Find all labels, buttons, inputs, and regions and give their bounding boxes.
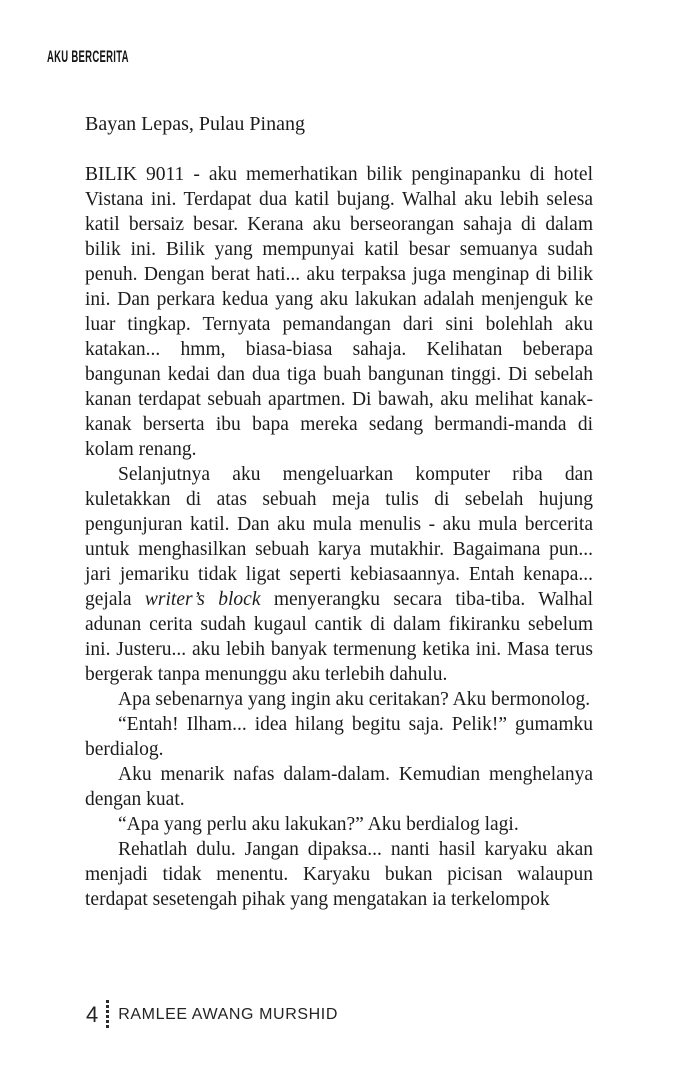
paragraph xyxy=(85,712,593,762)
location-line: Bayan Lepas, Pulau Pinang xyxy=(85,113,305,135)
paragraph xyxy=(85,837,593,912)
paragraph-text: “Apa yang perlu aku lakukan?” Aku berdialog lagi. xyxy=(118,814,519,835)
paragraph xyxy=(85,162,593,462)
running-header: AKU BERCERITA xyxy=(47,47,129,66)
paragraph-text: Apa sebenarnya yang ingin aku ceritakan? Aku bermonolog. xyxy=(118,689,591,710)
page-number: 4 xyxy=(86,1002,99,1027)
paragraph-text: Rehatlah dulu. Jangan dipaksa... nanti hasil karyaku akan menjadi tidak menentu. Karyaku bukan picisan walaupun terdapat sesetengah pihak yang mengatakan ia terkelompok xyxy=(85,839,593,910)
paragraph xyxy=(85,812,593,837)
paragraph-text: Aku menarik nafas dalam-dalam. Kemudian menghelanya dengan kuat. xyxy=(85,764,593,810)
paragraph-text: menyerangku secara tiba-tiba. Walhal adunan cerita sudah kugaul cantik di dalam fikiranku sebelum ini. Justeru... aku lebih banyak termenung ketika ini. Masa terus bergerak tanpa menunggu aku terlebih dahulu. xyxy=(85,589,593,685)
author-name: RAMLEE AWANG MURSHID xyxy=(118,1006,338,1023)
paragraph xyxy=(85,462,593,687)
italic-phrase: writer’s block xyxy=(144,589,261,610)
page-content xyxy=(85,112,593,912)
paragraph-text: “Entah! Ilham... idea hilang begitu saja. Pelik!” gumamku berdialog. xyxy=(85,714,593,760)
paragraph xyxy=(85,762,593,812)
paragraph xyxy=(85,687,593,712)
page-footer xyxy=(86,999,338,1031)
dotted-separator xyxy=(106,1000,109,1030)
paragraph-text: Selanjutnya aku mengeluarkan komputer riba dan kuletakkan di atas sebuah meja tulis di sebelah hujung pengunjuran katil. Dan aku mula menulis - aku mula bercerita untuk menghasilkan sebuah karya mutakhir. Bagaimana pun... jari jemariku tidak ligat seperti kebiasaannya. Entah kenapa... gejala xyxy=(85,464,593,610)
body-text xyxy=(85,162,593,912)
paragraph-text: BILIK 9011 - aku memerhatikan bilik penginapanku di hotel Vistana ini. Terdapat dua katil bujang. Walhal aku lebih selesa katil bersaiz besar. Kerana aku berseorangan sahaja di dalam bilik ini. Bilik yang mempunyai katil besar semuanya sudah penuh. Dengan berat hati... aku terpaksa juga menginap di bilik ini. Dan perkara kedua yang aku lakukan adalah menjenguk ke luar tingkap. Ternyata pemandangan dari sini bolehlah aku katakan... hmm, biasa-biasa sahaja. Kelihatan beberapa bangunan kedai dan dua tiga buah bangunan tinggi. Di sebelah kanan terdapat sebuah apartmen. Di bawah, aku melihat kanak-kanak berserta ibu bapa mereka sedang bermandi-manda di kolam renang. xyxy=(85,164,593,460)
